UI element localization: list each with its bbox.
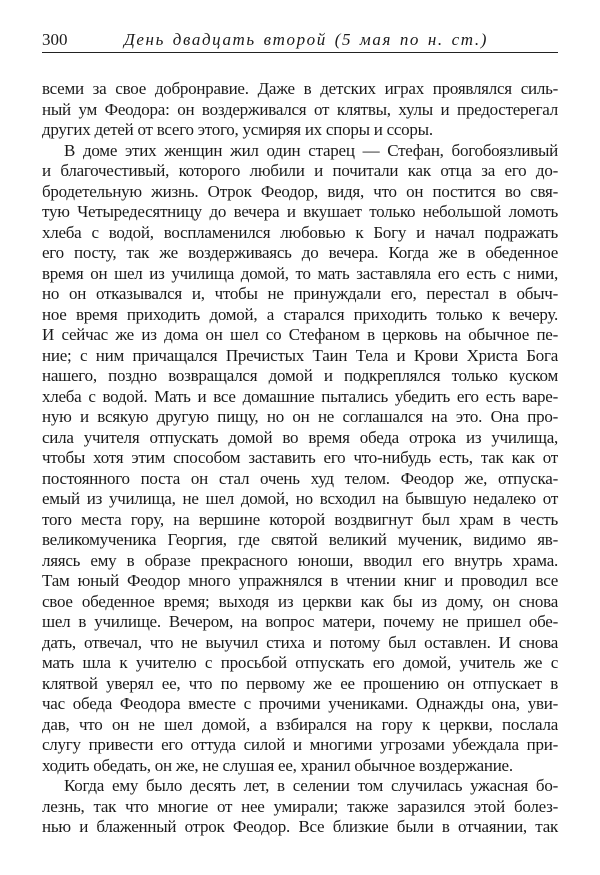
page-number: 300 [42, 30, 68, 49]
text-line: ние; с ним причащался Пречистых Таин Тела и Крови Христа Бога [42, 345, 558, 365]
text-line: хлеба с водой. Мать и все домашние пытались убедить его есть варе- [42, 386, 558, 406]
text-line: того места гору, на вершине которой воздвигнут был храм в честь [42, 509, 558, 529]
paragraph [42, 141, 558, 777]
text-line: чтобы хотя этим способом заставить его что-нибудь есть, так как от [42, 448, 558, 467]
text-line: но он отказывался и, чтобы не принуждали его, перестал в обыч- [42, 284, 558, 303]
text-line: ную и всякую другую пищу, но он не соглашался на это. Она про- [42, 407, 558, 426]
text-line: слугу привести его оттуда силой и многими угрозами убеждала при- [42, 735, 558, 754]
text-line: дать, отвечал, что не выучил стиха и потому был оставлен. И снова [42, 632, 558, 652]
text-line: час обеда Феодора вместе с прочими учениками. Однажды она, уви- [42, 694, 558, 713]
header-rule [42, 52, 558, 53]
text-line: его посту, так же воздерживаясь до вечера. Когда же в обеденное [42, 243, 558, 262]
text-line: ходить обедать, он же, не слушая ее, хранил обычное воздержание. [42, 755, 513, 775]
text-line: ный ум Феодора: он воздерживался от клятвы, хулы и предостерегал [42, 99, 558, 119]
text-line: постоянного поста он стал очень худ телом. Феодор же, отпуска- [42, 468, 558, 488]
text-line: время он шел из училища домой, то мать заставляла его есть с ними, [42, 263, 558, 283]
text-line: Там юный Феодор много упражнялся в чтении книг и проводил все [42, 571, 558, 590]
text-line: шел в училище. Вечером, на вопрос матери, почему не пришел обе- [42, 612, 558, 631]
text-line: Когда ему было десять лет, в селении том случилась ужасная бо- [64, 776, 558, 795]
text-line: И сейчас же из дома он шел со Стефаном в церковь на обычное пе- [42, 325, 558, 344]
text-line: нью и блаженный отрок Феодор. Все близкие были в отчаянии, так [42, 817, 558, 836]
text-line: лезнь, так что многие от нее умирали; также заразился этой болез- [42, 796, 558, 816]
text-line: хлеба с водой, воспламенился любовью к Богу и начал подражать [42, 222, 558, 242]
text-line: емый из училища, не шел домой, но всходил на бывшую недалеко от [42, 489, 558, 508]
running-header [42, 28, 558, 54]
text-line: тую Четыредесятницу до вечера и вкушает только небольшой ломоть [42, 202, 558, 221]
text-line: клятвой уверял ее, что по первому же ее прошению он отпускает в [42, 673, 558, 693]
text-line: всеми за свое добронравие. Даже в детских играх проявлялся силь- [42, 79, 558, 98]
text-line: В доме этих женщин жил один старец — Стефан, богобоязливый [64, 140, 558, 160]
text-line: и благочестивый, которого любили и почитали как отца за его до- [42, 161, 558, 180]
text-line: ное время приходить домой, а старался приходить только к вечеру. [42, 304, 558, 324]
text-line: свое обеденное время; выходя из церкви как бы из дому, он снова [42, 591, 558, 611]
text-line: нашего, поздно возвращался домой и подкреплялся только куском [42, 366, 558, 385]
paragraph [42, 79, 558, 141]
running-title: День двадцать второй (5 мая по н. ст.) [124, 30, 488, 49]
body-text [42, 79, 558, 838]
text-line: дав, что он не шел домой, а взбирался на гору к церкви, послала [42, 714, 558, 734]
text-line: других детей от всего этого, усмиряя их споры и ссоры. [42, 120, 433, 139]
text-line: ляясь ему в образе прекрасного юноши, вводил его внутрь храма. [42, 550, 558, 570]
text-line: бродетельную жизнь. Отрок Феодор, видя, что он постится во свя- [42, 181, 558, 201]
text-line: мать шла к учителю с просьбой отпускать его домой, учитель же с [42, 653, 558, 672]
text-line: великомученика Георгия, где святой великий мученик, видимо яв- [42, 530, 558, 549]
text-line: сила учителя отпускать домой во время обеда отрока из училища, [42, 427, 558, 447]
paragraph [42, 776, 558, 838]
